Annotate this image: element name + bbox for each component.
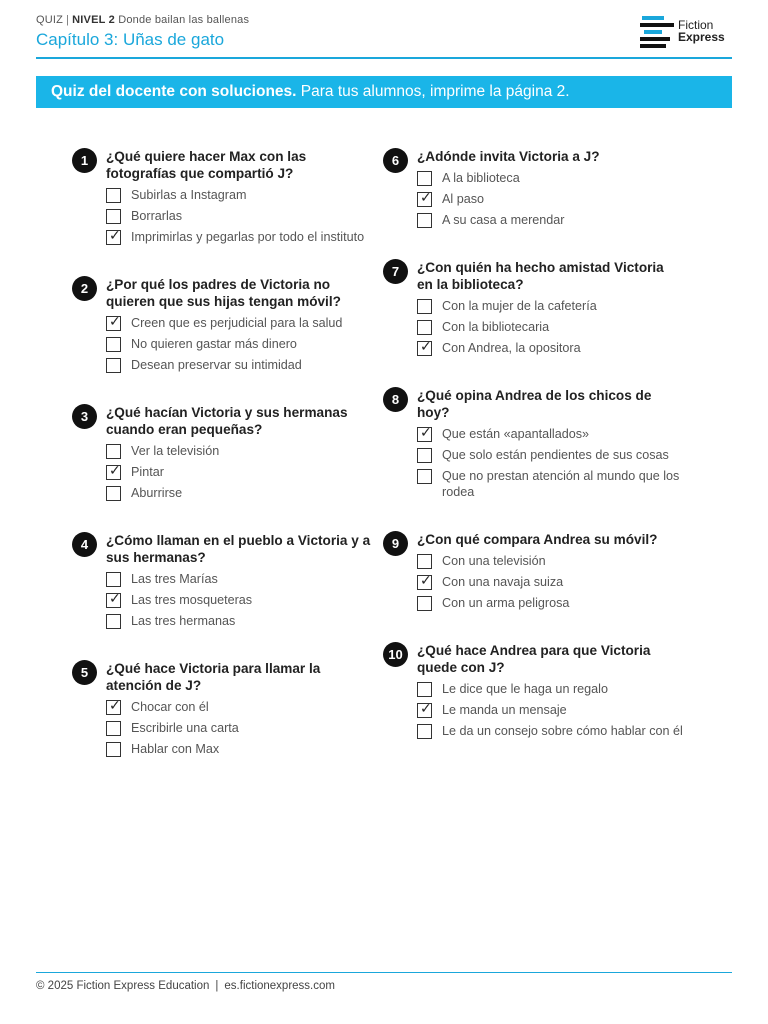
checkbox[interactable] bbox=[417, 682, 432, 697]
footer-divider bbox=[36, 972, 732, 973]
answer-option bbox=[106, 443, 372, 459]
answer-option-label: Al paso bbox=[442, 192, 485, 206]
checkbox[interactable] bbox=[417, 572, 432, 590]
answer-option-label: Le manda un mensaje bbox=[442, 703, 567, 717]
answer-options bbox=[106, 699, 372, 757]
level-label: NIVEL 2 bbox=[72, 14, 115, 26]
answer-options bbox=[106, 187, 372, 245]
quiz-label: QUIZ bbox=[36, 14, 64, 26]
checkmark-icon: ✓ bbox=[109, 697, 121, 713]
answer-option bbox=[106, 720, 372, 736]
answer-option bbox=[417, 723, 683, 739]
answer-option-label: Con un arma peligrosa bbox=[442, 596, 570, 610]
quiz-kicker: QUIZ | NIVEL 2 Donde bailan las ballenas bbox=[36, 14, 250, 26]
answer-option-label: Le da un consejo sobre cómo hablar con él bbox=[442, 724, 683, 738]
question-10 bbox=[383, 642, 683, 739]
question-text: ¿Adónde invita Victoria a J? bbox=[417, 149, 600, 164]
header-divider bbox=[36, 57, 732, 59]
checkbox[interactable] bbox=[106, 227, 121, 245]
checkmark-icon: ✓ bbox=[420, 572, 432, 588]
checkbox[interactable] bbox=[106, 462, 121, 480]
answer-option-label: Con la mujer de la cafetería bbox=[442, 299, 597, 313]
copyright: © 2025 Fiction Express Education bbox=[36, 980, 210, 992]
checkbox[interactable] bbox=[417, 320, 432, 335]
checkmark-icon: ✓ bbox=[109, 313, 121, 329]
question-text: ¿Qué opina Andrea de los chicos de hoy? bbox=[417, 388, 652, 420]
question-number-badge: 9 bbox=[383, 531, 408, 556]
question-text: ¿Qué hace Victoria para llamar la atención de J? bbox=[106, 661, 321, 693]
answer-options bbox=[417, 298, 683, 356]
question-number-badge: 4 bbox=[72, 532, 97, 557]
answer-option bbox=[417, 447, 683, 463]
question-number-badge: 5 bbox=[72, 660, 97, 685]
answer-option bbox=[417, 340, 683, 356]
checkbox[interactable] bbox=[417, 448, 432, 463]
checkbox[interactable] bbox=[106, 614, 121, 629]
question-2 bbox=[72, 276, 372, 373]
answer-option-label: Con una navaja suiza bbox=[442, 575, 564, 589]
checkbox[interactable] bbox=[106, 697, 121, 715]
question-text: ¿Qué quiere hacer Max con las fotografías que compartió J? bbox=[106, 149, 307, 181]
checkbox[interactable] bbox=[417, 189, 432, 207]
answer-option-label: A la biblioteca bbox=[442, 171, 520, 185]
questions-left-column bbox=[72, 142, 372, 762]
checkbox[interactable] bbox=[417, 299, 432, 314]
checkmark-icon: ✓ bbox=[420, 424, 432, 440]
answer-option bbox=[106, 315, 372, 331]
answer-option bbox=[106, 741, 372, 757]
answer-option-label: Borrarlas bbox=[131, 209, 183, 223]
checkmark-icon: ✓ bbox=[109, 590, 121, 606]
question-9 bbox=[383, 531, 683, 611]
answer-option bbox=[106, 699, 372, 715]
checkbox[interactable] bbox=[106, 486, 121, 501]
answer-option bbox=[106, 592, 372, 608]
answer-option bbox=[417, 212, 683, 228]
site-url: es.fictionexpress.com bbox=[224, 980, 335, 992]
answer-option bbox=[106, 187, 372, 203]
answer-option bbox=[106, 464, 372, 480]
answer-option-label: Con Andrea, la opositora bbox=[442, 341, 581, 355]
answer-options bbox=[106, 571, 372, 629]
answer-option-label: Con la bibliotecaria bbox=[442, 320, 550, 334]
logo-wordmark: Fiction Express bbox=[678, 18, 725, 44]
answer-option-label: Que no prestan atención al mundo que los rodea bbox=[442, 469, 680, 499]
checkmark-icon: ✓ bbox=[109, 227, 121, 243]
page-footer: © 2025 Fiction Express Education | es.fictionexpress.com bbox=[36, 980, 335, 992]
answer-option-label: Las tres Marías bbox=[131, 572, 218, 586]
answer-option bbox=[417, 574, 683, 590]
question-8 bbox=[383, 387, 683, 500]
checkbox[interactable] bbox=[417, 724, 432, 739]
answer-option-label: Imprimirlas y pegarlas por todo el instituto bbox=[131, 230, 365, 244]
question-number-badge: 10 bbox=[383, 642, 408, 667]
answer-option-label: Escribirle una carta bbox=[131, 721, 239, 735]
checkbox[interactable] bbox=[417, 213, 432, 228]
checkbox[interactable] bbox=[106, 188, 121, 203]
answer-option bbox=[417, 553, 683, 569]
checkbox[interactable] bbox=[417, 424, 432, 442]
checkmark-icon: ✓ bbox=[420, 700, 432, 716]
answer-option bbox=[106, 336, 372, 352]
answer-option bbox=[417, 191, 683, 207]
question-text: ¿Qué hace Andrea para que Victoria quede con J? bbox=[417, 643, 651, 675]
checkbox[interactable] bbox=[106, 337, 121, 352]
checkbox[interactable] bbox=[106, 358, 121, 373]
question-text: ¿Por qué los padres de Victoria no quieren que sus hijas tengan móvil? bbox=[106, 277, 341, 309]
checkmark-icon: ✓ bbox=[109, 462, 121, 478]
answer-option-label: Chocar con él bbox=[131, 700, 209, 714]
answer-option-label: Subirlas a Instagram bbox=[131, 188, 247, 202]
answer-option-label: Creen que es perjudicial para la salud bbox=[131, 316, 343, 330]
chapter-title: Capítulo 3: Uñas de gato bbox=[36, 30, 225, 49]
answer-option bbox=[417, 681, 683, 697]
fiction-express-logo bbox=[640, 14, 732, 52]
answer-option bbox=[417, 298, 683, 314]
answer-option bbox=[417, 468, 683, 500]
question-1 bbox=[72, 148, 372, 245]
answer-option bbox=[417, 702, 683, 718]
checkbox[interactable] bbox=[417, 469, 432, 484]
question-number-badge: 2 bbox=[72, 276, 97, 301]
book-title: Donde bailan las ballenas bbox=[118, 14, 250, 26]
checkbox[interactable] bbox=[106, 313, 121, 331]
answer-option bbox=[417, 170, 683, 186]
answer-option-label: Que solo están pendientes de sus cosas bbox=[442, 448, 669, 462]
answer-option-label: Le dice que le haga un regalo bbox=[442, 682, 608, 696]
answer-options bbox=[106, 315, 372, 373]
banner-strong: Quiz del docente con soluciones. bbox=[51, 83, 297, 100]
question-number-badge: 8 bbox=[383, 387, 408, 412]
answer-option bbox=[106, 485, 372, 501]
answer-option-label: Ver la televisión bbox=[131, 444, 220, 458]
page-header bbox=[36, 14, 732, 58]
answer-option-label: Las tres hermanas bbox=[131, 614, 236, 628]
banner-normal: Para tus alumnos, imprime la página 2. bbox=[296, 83, 570, 100]
checkbox[interactable] bbox=[417, 338, 432, 356]
checkbox[interactable] bbox=[106, 590, 121, 608]
question-4 bbox=[72, 532, 372, 629]
question-number-badge: 7 bbox=[383, 259, 408, 284]
answer-option bbox=[417, 426, 683, 442]
checkbox[interactable] bbox=[417, 171, 432, 186]
checkbox[interactable] bbox=[106, 742, 121, 757]
answer-option bbox=[417, 319, 683, 335]
answer-options bbox=[417, 681, 683, 739]
checkbox[interactable] bbox=[106, 572, 121, 587]
answer-option-label: Pintar bbox=[131, 465, 164, 479]
question-number-badge: 1 bbox=[72, 148, 97, 173]
answer-option-label: Aburrirse bbox=[131, 486, 183, 500]
checkmark-icon: ✓ bbox=[420, 338, 432, 354]
teacher-banner bbox=[36, 76, 732, 108]
checkbox[interactable] bbox=[417, 554, 432, 569]
answer-option-label: A su casa a merendar bbox=[442, 213, 565, 227]
question-number-badge: 3 bbox=[72, 404, 97, 429]
answer-option bbox=[106, 229, 372, 245]
answer-options bbox=[417, 553, 683, 611]
answer-option-label: Hablar con Max bbox=[131, 742, 220, 756]
question-7 bbox=[383, 259, 683, 356]
fiction-express-bars-icon bbox=[640, 14, 676, 52]
answer-options bbox=[417, 426, 683, 500]
question-number-badge: 6 bbox=[383, 148, 408, 173]
answer-option-label: Con una televisión bbox=[442, 554, 546, 568]
checkbox[interactable] bbox=[417, 596, 432, 611]
checkbox[interactable] bbox=[417, 700, 432, 718]
answer-option-label: Las tres mosqueteras bbox=[131, 593, 253, 607]
answer-options bbox=[106, 443, 372, 501]
question-text: ¿Con qué compara Andrea su móvil? bbox=[417, 532, 658, 547]
question-3 bbox=[72, 404, 372, 501]
answer-option-label: Que están «apantallados» bbox=[442, 427, 590, 441]
question-5 bbox=[72, 660, 372, 757]
answer-option bbox=[106, 571, 372, 587]
answer-option bbox=[106, 208, 372, 224]
checkbox[interactable] bbox=[106, 721, 121, 736]
questions-right-column bbox=[383, 142, 683, 744]
checkbox[interactable] bbox=[106, 444, 121, 459]
answer-option-label: Desean preservar su intimidad bbox=[131, 358, 302, 372]
answer-option bbox=[106, 613, 372, 629]
question-text: ¿Qué hacían Victoria y sus hermanas cuando eran pequeñas? bbox=[106, 405, 348, 437]
question-6 bbox=[383, 148, 683, 228]
question-text: ¿Cómo llaman en el pueblo a Victoria y a sus hermanas? bbox=[106, 533, 371, 565]
question-text: ¿Con quién ha hecho amistad Victoria en la biblioteca? bbox=[417, 260, 664, 292]
answer-option bbox=[417, 595, 683, 611]
answer-option-label: No quieren gastar más dinero bbox=[131, 337, 297, 351]
checkmark-icon: ✓ bbox=[420, 189, 432, 205]
answer-option bbox=[106, 357, 372, 373]
answer-options bbox=[417, 170, 683, 228]
checkbox[interactable] bbox=[106, 209, 121, 224]
